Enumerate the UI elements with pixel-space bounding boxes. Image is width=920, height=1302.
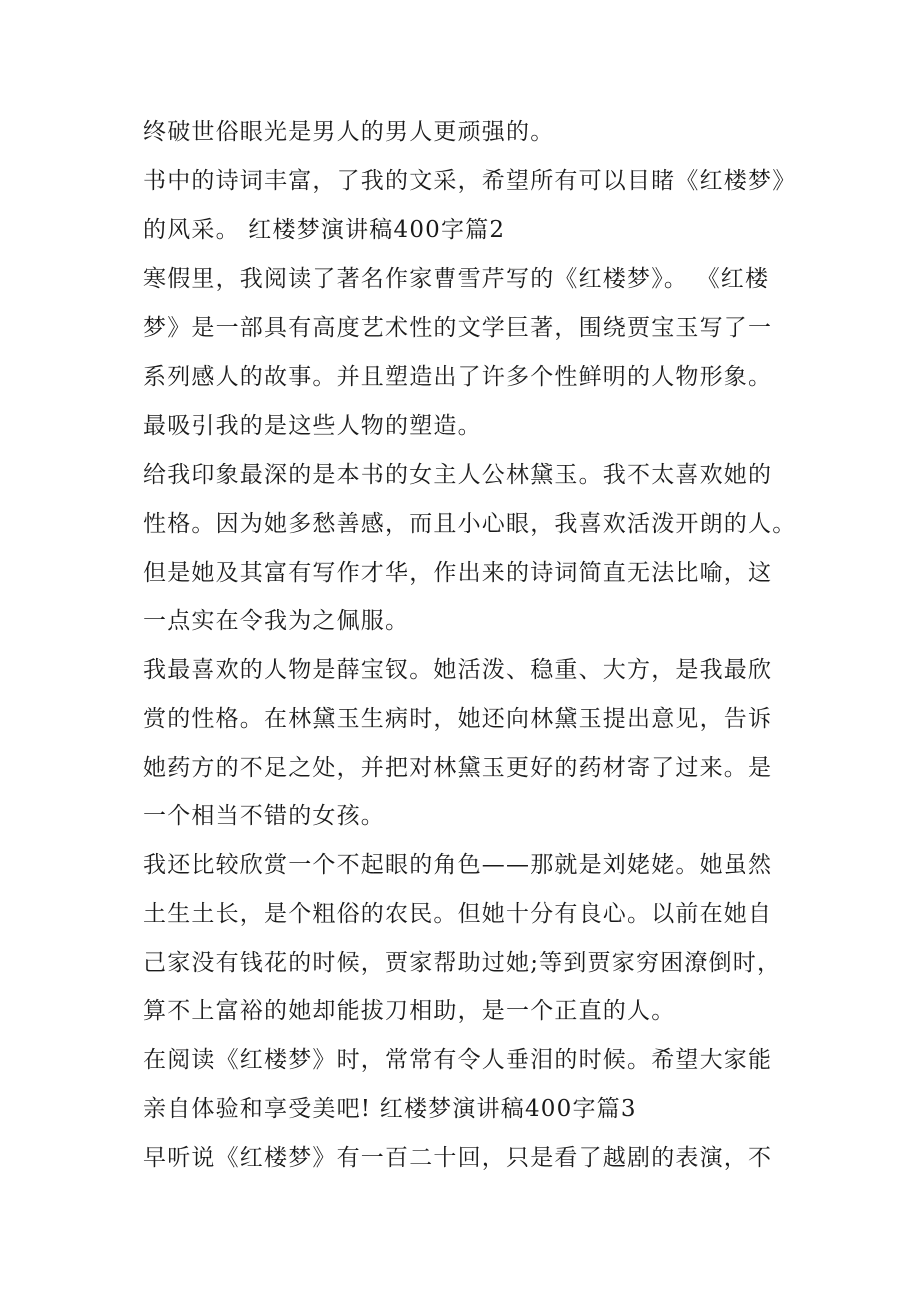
text-line: 早听说《红楼梦》有一百二十回，只是看了越剧的表演，不 [143,1145,773,1171]
text-line: 的风采。 红楼梦演讲稿400字篇2 [143,217,506,243]
text-line: 书中的诗词丰富，了我的文采，希望所有可以目睹《红楼梦》 [143,168,797,194]
text-line: 算不上富裕的她却能拔刀相助，是一个正直的人。 [143,998,676,1024]
text-line: 一个相当不错的女孩。 [143,803,385,829]
text-line: 赏的性格。在林黛玉生病时，她还向林黛玉提出意见，告诉 [143,706,773,732]
text-line: 在阅读《红楼梦》时，常常有令人垂泪的时候。希望大家能 [143,1047,773,1073]
text-line: 土生土长，是个粗俗的农民。但她十分有良心。以前在她自 [143,901,773,927]
text-line: 一点实在令我为之佩服。 [143,608,410,634]
text-line: 梦》是一部具有高度艺术性的文学巨著，围绕贾宝玉写了一 [143,315,773,341]
text-line: 我最喜欢的人物是薛宝钗。她活泼、稳重、大方，是我最欣 [143,657,773,683]
text-line: 系列感人的故事。并且塑造出了许多个性鲜明的人物形象。 [143,364,773,390]
text-line: 她药方的不足之处，并把对林黛玉更好的药材寄了过来。是 [143,755,773,781]
text-line: 己家没有钱花的时候，贾家帮助过她;等到贾家穷困潦倒时， [143,950,782,976]
text-line: 给我印象最深的是本书的女主人公林黛玉。我不太喜欢她的 [143,462,773,488]
text-line: 性格。因为她多愁善感，而且小心眼，我喜欢活泼开朗的人。 [143,511,797,537]
text-line: 亲自体验和享受美吧! 红楼梦演讲稿400字篇3 [143,1096,637,1122]
text-line: 但是她及其富有写作才华，作出来的诗词简直无法比喻，这 [143,560,773,586]
text-line: 寒假里，我阅读了著名作家曹雪芹写的《红楼梦》。 《红楼 [143,266,770,292]
text-line: 我还比较欣赏一个不起眼的角色——那就是刘姥姥。她虽然 [143,852,773,878]
text-line: 最吸引我的是这些人物的塑造。 [143,413,482,439]
text-line: 终破世俗眼光是男人的男人更顽强的。 [143,119,555,145]
